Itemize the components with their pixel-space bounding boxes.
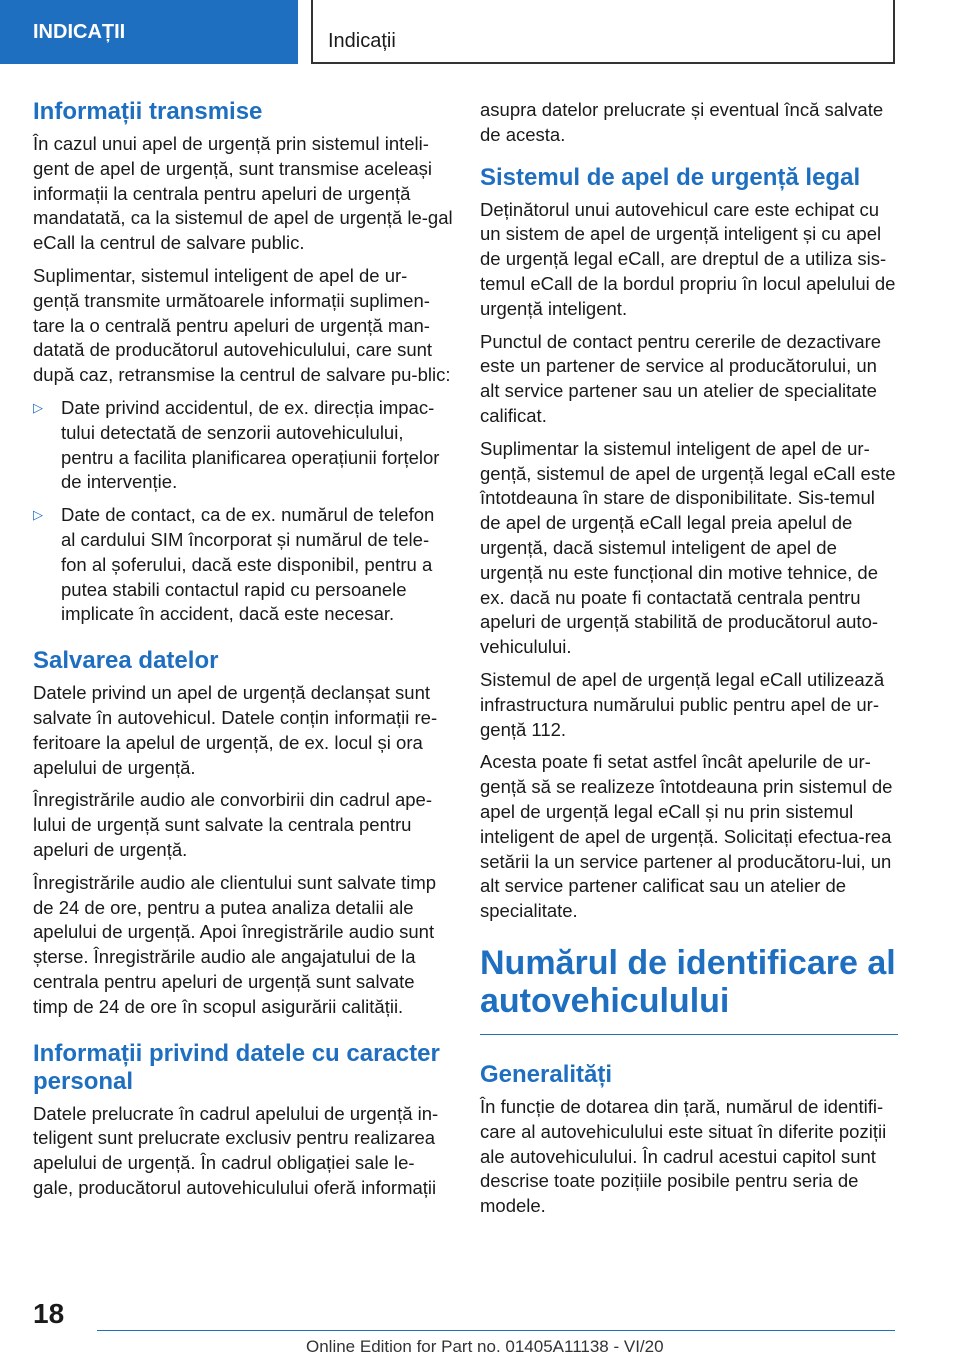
footer-edition: Online Edition for Part no. 01405A11138 - VI/20 [306, 1337, 664, 1356]
triangle-bullet-icon: ▷ [33, 507, 43, 523]
section-tab: INDICAȚII [0, 0, 298, 64]
paragraph: Punctul de contact pentru cererile de dezactivare este un partener de service al producătorului, un alt service partener sau un atelier de specialitate calificat. [480, 330, 882, 426]
paragraph: Datele prelucrate în cadrul apelului de urgență in-teligent sunt prelucrate exclusiv pentru realizarea apelului de urgență. În cadrul obligației sale le-gale, producătorul autovehiculului oferă informații [33, 1102, 439, 1198]
paragraph: asupra datelor prelucrate și eventual încă salvate de acesta. [480, 99, 884, 145]
paragraph: În funcție de dotarea din țară, numărul de identifi-care al autovehiculului este situat în diferite poziții ale autovehiculului. În cadrul acestui capitol sunt descrise toate pozițiile posibile pentru seria de modele. [480, 1095, 887, 1217]
list-item: ▷ Date privind accidentul, de ex. direcția impac-tului detectată de senzorii autovehiculului, pentru a facilita planificarea operațiunii forțelor de intervenție. [33, 396, 440, 493]
section-title-transmitted-info: Informații transmise [33, 98, 263, 125]
section-title-personal-data: Informații privind datele cu caracter personal [33, 1039, 440, 1095]
paragraph: Acesta poate fi setat astfel încât apelurile de ur-gență să se realizeze întotdeauna prin sistemul de apel de urgență legal eCall și nu prin sistemul inteligent de apel de urgență. Solicitați efectua-rea setării la un service partener al producătoru-lui, un alt service partener calificat sau un atelier de specialitate. [480, 751, 893, 922]
footer-divider [97, 1330, 895, 1331]
triangle-bullet-icon: ▷ [33, 399, 43, 415]
list-item: ▷ Date de contact, ca de ex. numărul de telefon al cardului SIM încorporat și numărul de tele-fon al șoferului, dacă este disponibil, pentru a putea stabili contactul rapid cu persoanele implicate în accident, dacă este necesar. [33, 504, 435, 625]
page-number: 18 [33, 1298, 65, 1329]
paragraph: Deținătorul unui autovehicul care este echipat cu un sistem de apel de urgență inteligent și cu apel de urgență legal eCall, are dreptul de a utiliza sis-temul eCall de la bordul propriu în locul apelului de urgență inteligent. [480, 198, 896, 319]
bullet-list [33, 396, 453, 627]
paragraph: Suplimentar la sistemul inteligent de apel de ur-gență, sistemul de apel de urgență legal eCall este întotdeauna în stare de disponibilitate. Sis-temul de apel de urgență eCall legal preia apelul de urgență, dacă sistemul inteligent de apel de urgență nu este funcțional din motive tehnice, de ex. dacă nu poate fi contactată centrala pentru apeluri de urgență stabilită de producătorul auto-vehiculului. [480, 437, 896, 658]
paragraph: În cazul unui apel de urgență prin sistemul inteli-gent de apel de urgență, sunt transmise aceleași informații la centrala pentru apeluri de urgență mandatată, ca la sistemul de apel de urgență le-gal eCall la centrul de salvare public. [33, 133, 453, 254]
paragraph: Datele privind un apel de urgență declanșat sunt salvate în autovehicul. Datele conțin informații re-feritoare la apelul de urgență, de ex. locul și ora apelului de urgență. [33, 682, 438, 778]
section-title-legal-ecall: Sistemul de apel de urgență legal [480, 163, 861, 191]
section-title-general: Generalități [480, 1060, 613, 1088]
chapter-title: Numărul de identificare al autovehiculului [480, 943, 896, 1020]
paragraph: Suplimentar, sistemul inteligent de apel de ur-gență transmite următoarele informații suplimen-tare la o centrală pentru apeluri de urgență man-datată de producătorul autovehiculului, care sunt după caz, retransmise la centrul de salvare pu-blic: [33, 264, 451, 386]
chapter-divider [480, 1034, 898, 1035]
paragraph: Înregistrările audio ale clientului sunt salvate timp de 24 de ore, pentru a putea analiza detalii ale apelului de urgență. Apoi înregistrările audio sunt șterse. Înregistrările audio ale angajatului de la centrala pentru apeluri de urgență sunt salvate timp de 24 de ore în scopul asigurării calității. [33, 871, 437, 1017]
right-column [480, 98, 898, 1227]
section-title-data-storage: Salvarea datelor [33, 647, 219, 675]
page-header-title: Indicații [311, 0, 895, 64]
left-column [33, 98, 453, 1209]
paragraph: Sistemul de apel de urgență legal eCall utilizează infrastructura numărului public pentru apel de ur-gență 112. [480, 668, 885, 740]
paragraph: Înregistrările audio ale convorbirii din cadrul ape-lului de urgență sunt salvate la centrala pentru apeluri de urgență. [33, 789, 432, 860]
